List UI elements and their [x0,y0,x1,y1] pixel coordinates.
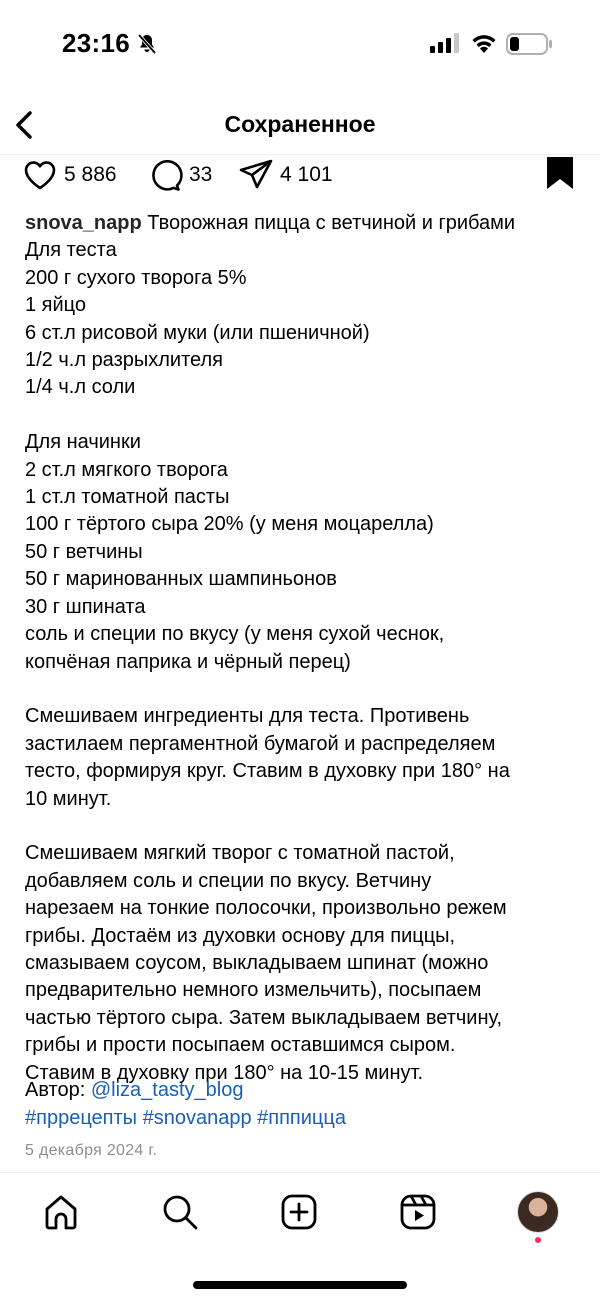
paper-plane-icon [238,157,274,193]
tab-home[interactable] [42,1193,82,1233]
page-title: Сохраненное [224,111,376,137]
search-icon [161,1193,199,1231]
notification-dot [535,1237,541,1243]
status-bar [0,0,600,90]
create-icon [280,1193,318,1231]
bookmark-filled-icon[interactable] [544,155,576,191]
comment-button[interactable] [147,155,212,195]
tab-create[interactable] [280,1193,320,1233]
author-line [25,1077,243,1104]
battery-icon [506,33,552,55]
comment-icon [147,157,183,193]
comment-count: 33 [189,163,213,186]
share-button[interactable] [238,155,333,195]
tab-reels[interactable] [399,1193,439,1233]
post-username[interactable]: snova_napp [25,212,142,234]
bell-slash-icon [135,32,159,56]
nav-header [0,95,600,155]
signal-icon [430,33,462,53]
hashtags[interactable]: #пррецепты #snovanapp #пппицца [25,1107,346,1129]
profile-avatar[interactable] [517,1191,559,1233]
tab-bar [0,1172,600,1300]
home-icon [42,1193,80,1231]
post-date: 5 декабря 2024 г. [25,1142,158,1159]
wifi-icon [470,31,498,55]
post-actions [0,155,600,200]
home-indicator[interactable] [193,1281,407,1289]
like-count: 5 886 [64,163,117,186]
caption-title: Творожная пицца с ветчиной и грибами [147,212,516,234]
author-handle-link[interactable]: @liza_tasty_blog [90,1079,244,1101]
author-label: Автор: [25,1079,91,1101]
reels-icon [399,1193,437,1231]
post-caption [25,210,585,1087]
caption-body: Для теста 200 г сухого творога 5% 1 яйцо 6 ст.л рисовой муки (или пшеничной) 1/2 ч.л разрыхлителя 1/4 ч.л соли Для начинки 2 ст.л мягкого творога 1 ст.л томатной пасты 100 г тёртого сыра 20% (у меня моцарелла) 50 г ветчины 50 г маринованных шампиньонов 30 г шпината соль и специи по вкусу (у меня сухой чеснок, копчёная паприка и чёрный перец) Смешиваем ингредиенты для теста. Противень застилаем пергаментной бумагой и распределяем тесто, формируя круг. Ставим в духовку при 180° на 10 минут. Смешиваем мягкий творог с томатной пастой, добавляем соль и специи по вкусу. Ветчину нарезаем на тонкие полосочки, произвольно режем грибы. Достаём из духовки основу для пиццы, смазываем соусом, выкладываем шпинат (можно предварительно немного измельчить), посыпаем частью тёртого сыра. Затем выкладываем ветчину, грибы и прости посыпаем оставшимся сыром. Ставим в духовку при 180° на 10-15 минут. [25,239,510,1084]
status-time: 23:16 [62,28,130,58]
heart-icon [22,157,58,193]
tab-search[interactable] [161,1193,201,1233]
like-button[interactable] [22,155,117,195]
share-count: 4 101 [280,163,333,186]
